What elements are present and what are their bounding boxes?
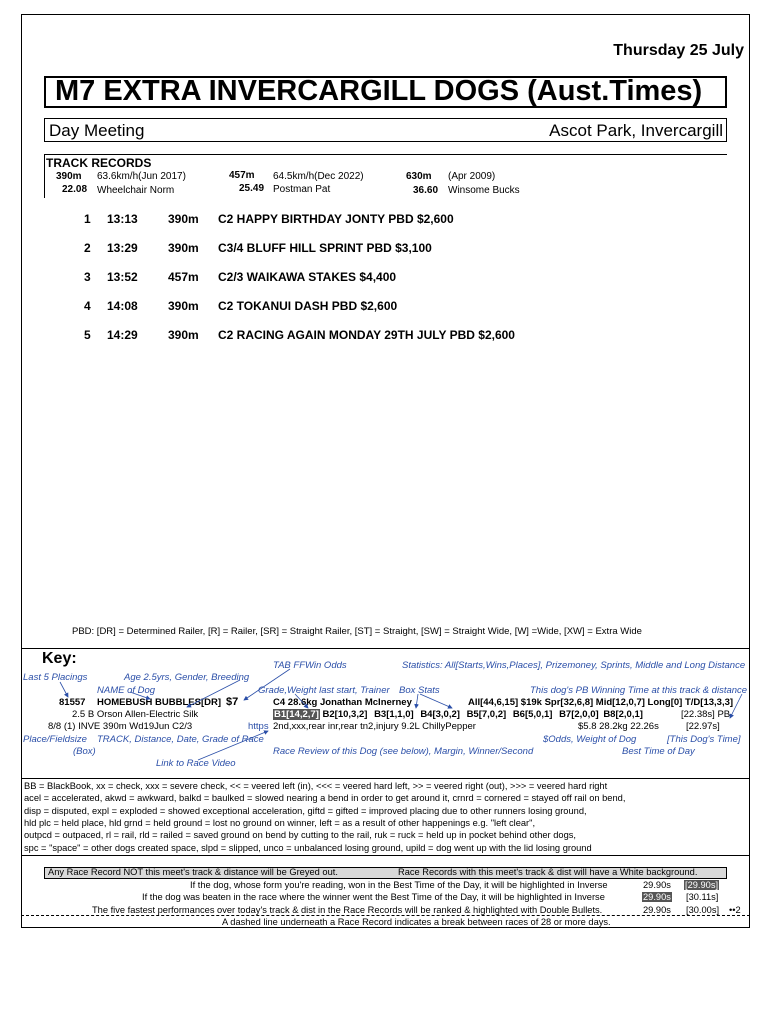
legend-beaten-note: If the dog was beaten in the race where the winner went the Best Time of the Day, it will be highlighted in Inverse [142, 892, 605, 902]
abbreviation-line: disp = disputed, expl = exploded = showed exceptional acceleration, giftd = gifted = improved placing due to other runners losing ground, [24, 806, 587, 816]
key-title: Key: [42, 650, 77, 667]
legend-dashed-note: A dashed line underneath a Race Record indicates a break between races of 28 or more days. [222, 917, 611, 927]
legend-grey-note: Any Race Record NOT this meet's track & distance will be Greyed out. [48, 867, 338, 877]
example-grade-line: C4 28.6kg Jonathan McInerney [273, 697, 412, 708]
record-dog: Winsome Bucks [448, 185, 520, 196]
race-number: 1 [84, 212, 91, 226]
annotation-statistics: Statistics: All[Starts,Wins,Places], Prizemoney, Sprints, Middle and Long Distance [402, 660, 746, 671]
legend-fastest-note: The five fastest performances over today's track & dist in the Race Records will be ranked & highlighted with Double Bullets. [92, 905, 603, 915]
race-description: C2 TOKANUI DASH PBD $2,600 [218, 299, 398, 313]
race-distance: 390m [168, 241, 199, 255]
legend-sample: 29.90s [643, 880, 671, 890]
annotation-track: TRACK, Distance, Date, Grade of Race [97, 734, 264, 745]
meeting-title: M7 EXTRA INVERCARGILL DOGS (Aust.Times) [55, 75, 703, 107]
race-time: 13:13 [107, 212, 138, 226]
example-result: $5.8 28.2kg 22.26s [578, 721, 659, 732]
race-number: 4 [84, 299, 91, 313]
legend-sample-inverse: [29.90s] [685, 880, 719, 890]
legend-white-note: Race Records with this meet's track & dist will have a White background. [398, 867, 698, 877]
annotation-grade: Grade,Weight last start, Trainer [258, 685, 390, 696]
annotation-pb-time: This dog's PB Winning Time at this track & distance [530, 685, 748, 696]
race-description: C2/3 WAIKAWA STAKES $4,400 [218, 270, 397, 284]
box-stat: B3[1,1,0] [374, 709, 414, 720]
race-distance: 390m [168, 328, 199, 342]
race-description: C2 RACING AGAIN MONDAY 29TH JULY PBD $2,600 [218, 328, 515, 342]
record-dist: 630m [406, 171, 432, 182]
abbreviation-line: acel = accelerated, akwd = awkward, balkd = baulked = slowed nearing a bend in order to get around it, crnrd = cornered = stayed off rail on bend, [24, 793, 626, 803]
annotation-best-time: Best Time of Day [622, 746, 695, 757]
annotation-place: Place/Fieldsize [23, 734, 87, 745]
example-odds: $7 [226, 696, 239, 708]
race-description: C2 HAPPY BIRTHDAY JONTY PBD $2,600 [218, 212, 454, 226]
legend-won-note: If the dog, whose form you're reading, won in the Best Time of the Day, it will be highlighted in Inverse [190, 880, 608, 890]
race-distance: 457m [168, 270, 199, 284]
race-distance: 390m [168, 212, 199, 226]
example-own-time: [22.97s] [686, 721, 720, 732]
box-stat: B5[7,0,2] [466, 709, 507, 720]
record-time: 36.60 [413, 185, 439, 196]
annotation-tab-odds: TAB FFWin Odds [273, 660, 347, 671]
example-stats: All[44,6,15] $19k Spr[32,6,8] Mid[12,0,7] Long[0] T/D[13,3,3] [468, 697, 734, 708]
track-records-title: TRACK RECORDS [46, 156, 152, 170]
double-bullets: ••2 [729, 905, 741, 915]
box-stat: B1[14,2,7] [274, 709, 319, 720]
meeting-info-box [44, 118, 727, 142]
meeting-title-box [44, 76, 727, 108]
box-stat: B2[10,3,2] [322, 709, 368, 720]
example-review: 2nd,xxx,rear inr,rear tn2,injury 9.2L ChillyPepper [273, 721, 476, 732]
meeting-type: Day Meeting [49, 121, 145, 140]
meeting-date: Thursday 25 July [613, 42, 744, 59]
example-form: 81557 [59, 697, 86, 708]
annotation-odds-weight: $Odds, Weight of Dog [543, 734, 637, 745]
legend-sample: [30.00s] [686, 905, 720, 915]
annotation-own-time: [This Dog's Time] [667, 734, 741, 745]
annotation-last5: Last 5 Placings [23, 672, 88, 683]
annotation-box: (Box) [73, 746, 96, 757]
race-time: 14:08 [107, 299, 138, 313]
annotation-box-stats: Box Stats [399, 685, 440, 696]
example-dog-name: HOMEBUSH BUBBLES[DR] [97, 697, 222, 708]
box-stat: B7[2,0,0] [559, 709, 599, 720]
legend-sample: [30.11s] [686, 892, 719, 902]
legend-sample: 29.90s [643, 905, 671, 915]
abbreviation-line: spc = "space" = other dogs created space, slpd = slipped, unco = unbalanced losing ground, upild = dog went up with the lid losing ground [24, 843, 592, 853]
annotation-name: NAME of Dog [97, 685, 156, 696]
example-place-line: 8/8 (1) INVE 390m Wd19Jun C2/3 [48, 721, 193, 732]
record-speed: 64.5km/h(Dec 2022) [273, 171, 364, 182]
record-dog: Wheelchair Norm [97, 185, 175, 196]
race-description: C3/4 BLUFF HILL SPRINT PBD $3,100 [218, 241, 432, 255]
record-time: 25.49 [239, 183, 265, 194]
record-time: 22.08 [62, 184, 88, 195]
race-time: 14:29 [107, 328, 138, 342]
annotation-video: Link to Race Video [156, 758, 236, 769]
key-divider [21, 648, 750, 649]
record-dog: Postman Pat [273, 184, 331, 195]
legend-sample-inverse: 29.90s [643, 892, 671, 902]
record-dist: 390m [56, 171, 82, 182]
abbreviation-line: BB = BlackBook, xx = check, xxx = severe check, << = veered left (in), <<< = veered hard left, >> = veered right (out), >>> = veered hard right [24, 781, 608, 791]
example-breeding: 2.5 B Orson Allen-Electric Silk [72, 709, 199, 720]
box-stat: B8[2,0,1] [603, 709, 643, 720]
dashed-divider [21, 915, 750, 916]
abbreviation-line: outpcd = outpaced, rl = rail, rld = railed = saved ground on bend by cutting to the rail, ruk = ruck = held up in pocket behind other dogs, [24, 830, 576, 840]
annotation-age: Age 2.5yrs, Gender, Breeding [124, 672, 250, 683]
race-number: 2 [84, 241, 91, 255]
record-speed: (Apr 2009) [448, 171, 496, 182]
race-distance: 390m [168, 299, 199, 313]
pbd-legend: PBD: [DR] = Determined Railer, [R] = Railer, [SR] = Straight Railer, [ST] = Straight, [SW] = Straight Wide, [W] =Wide, [XW] = Extra Wide [72, 626, 642, 637]
venue: Ascot Park, Invercargill [549, 121, 723, 140]
example-box-stats [273, 709, 643, 720]
race-time: 13:52 [107, 270, 138, 284]
box-stat: B6[5,0,1] [512, 709, 553, 720]
abbreviation-line: hld plc = held place, hld grnd = held ground = lost no ground on winner, left = as a result of other happenings e.g. "left clear", [24, 818, 536, 828]
race-video-link[interactable]: https [248, 721, 269, 732]
race-time: 13:29 [107, 241, 138, 255]
race-number: 3 [84, 270, 91, 284]
box-stat: B4[3,0,2] [420, 709, 460, 720]
record-speed: 63.6km/h(Jun 2017) [97, 171, 186, 182]
example-pb: [22.38s] PB [681, 709, 731, 720]
record-dist: 457m [229, 170, 255, 181]
race-number: 5 [84, 328, 91, 342]
annotation-race-review: Race Review of this Dog (see below), Margin, Winner/Second [273, 746, 534, 757]
